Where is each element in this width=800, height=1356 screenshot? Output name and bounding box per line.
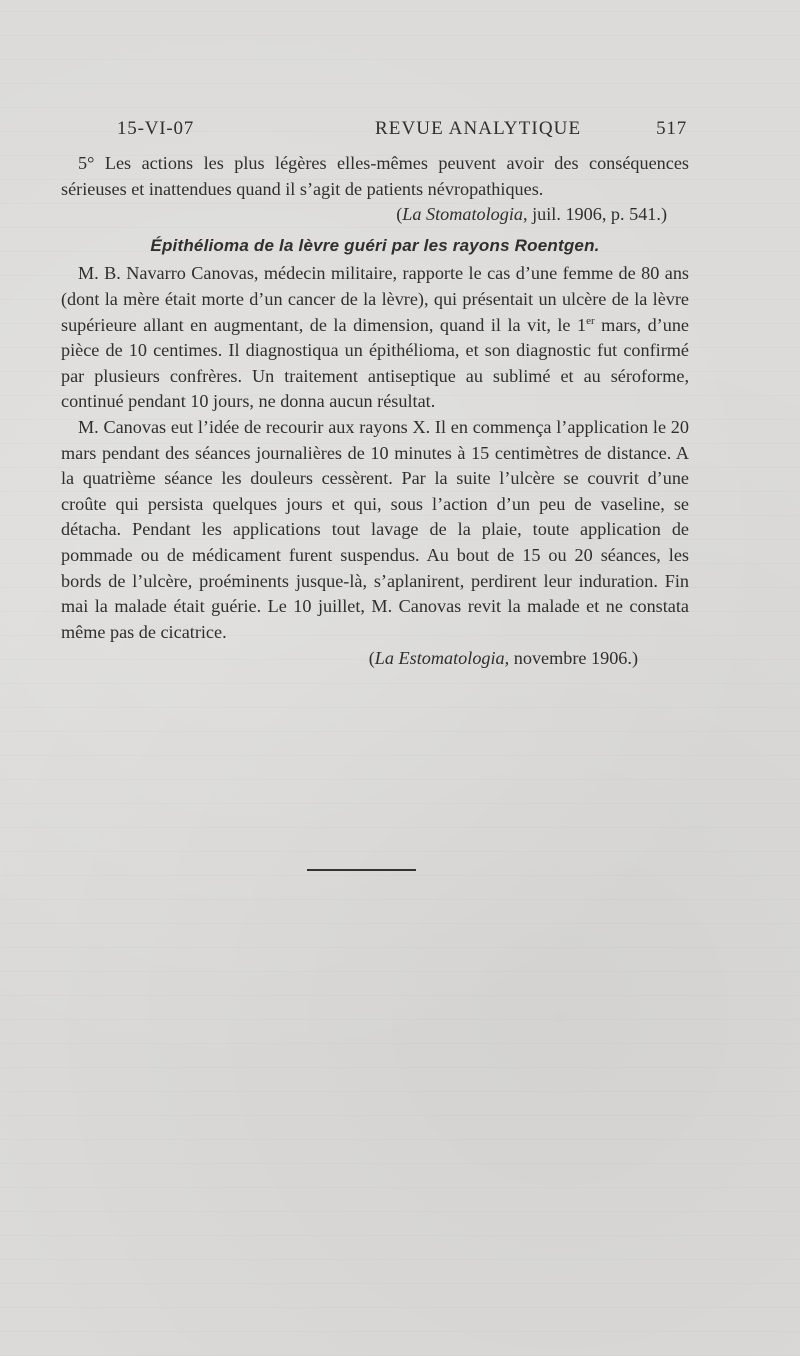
section-divider: [307, 869, 416, 871]
citation-details: , juil. 1906, p. 541.): [523, 204, 667, 225]
citation-details-2: , novembre 1906.): [504, 648, 638, 669]
superscript-er: er: [586, 314, 595, 327]
citation-la-estomatologia: [61, 646, 638, 672]
section-title: Épithélioma de la lèvre guéri par les rayons Roentgen.: [150, 235, 600, 255]
paragraph-2: [61, 261, 689, 415]
citation-journal-2: La Estomatologia: [374, 648, 505, 669]
paragraph-2-before: M. B. Navarro Canovas, médecin militaire, rapporte le cas d’une femme de 80 ans (dont la mère était morte d’un cancer de la lèvre), qui présentait un ulcère de la lèvre supérieure allant en augmentant, de la dimension, quand il la vit, le 1: [61, 263, 689, 335]
paragraph-2-after: mars, d’une pièce de 10 centimes. Il diagnostiqua un épithélioma, et son diagnostic fut confirmé par plusieurs confrères. Un traitement antiseptique au sublimé et au séroforme, continué pendant 10 jours, ne donna aucun résultat.: [61, 314, 689, 412]
paragraph-3: M. Canovas eut l’idée de recourir aux rayons X. Il en commença l’application le 20 mars pendant des séances journalières de 10 minutes à 15 centimètres de distance. A la quatrième séance les douleurs cessèrent. Par la suite l’ulcère se couvrit d’une croûte qui persista quelques jours et qui, sous l’action d’un peu de vaseline, se détacha. Pendant les applications tout lavage de la plaie, toute application de pommade ou de médicament furent suspendus. Au bout de 15 ou 20 séances, les bords de l’ulcère, proéminents jusque-là, s’aplanirent, perdirent leur induration. Fin mai la malade était guérie. Le 10 juillet, M. Canovas revit la malade et ne constata même pas de cicatrice.: [61, 416, 689, 642]
article-body: [61, 151, 689, 672]
citation-journal: La Stomatologia: [402, 204, 524, 225]
header-date: 15-VI-07: [117, 118, 195, 139]
page-number: 517: [656, 118, 687, 139]
header-title: REVUE ANALYTIQUE: [375, 118, 582, 139]
paragraph-1: 5° Les actions les plus légères elles-mêmes peuvent avoir des conséquences sérieuses et inattendues quand il s’agit de patients névropathiques.: [61, 153, 689, 199]
running-header: [117, 118, 687, 148]
citation-la-stomatologia: [61, 202, 667, 228]
citation-open-paren-2: (: [368, 648, 375, 669]
citation-open-paren: (: [396, 204, 403, 225]
